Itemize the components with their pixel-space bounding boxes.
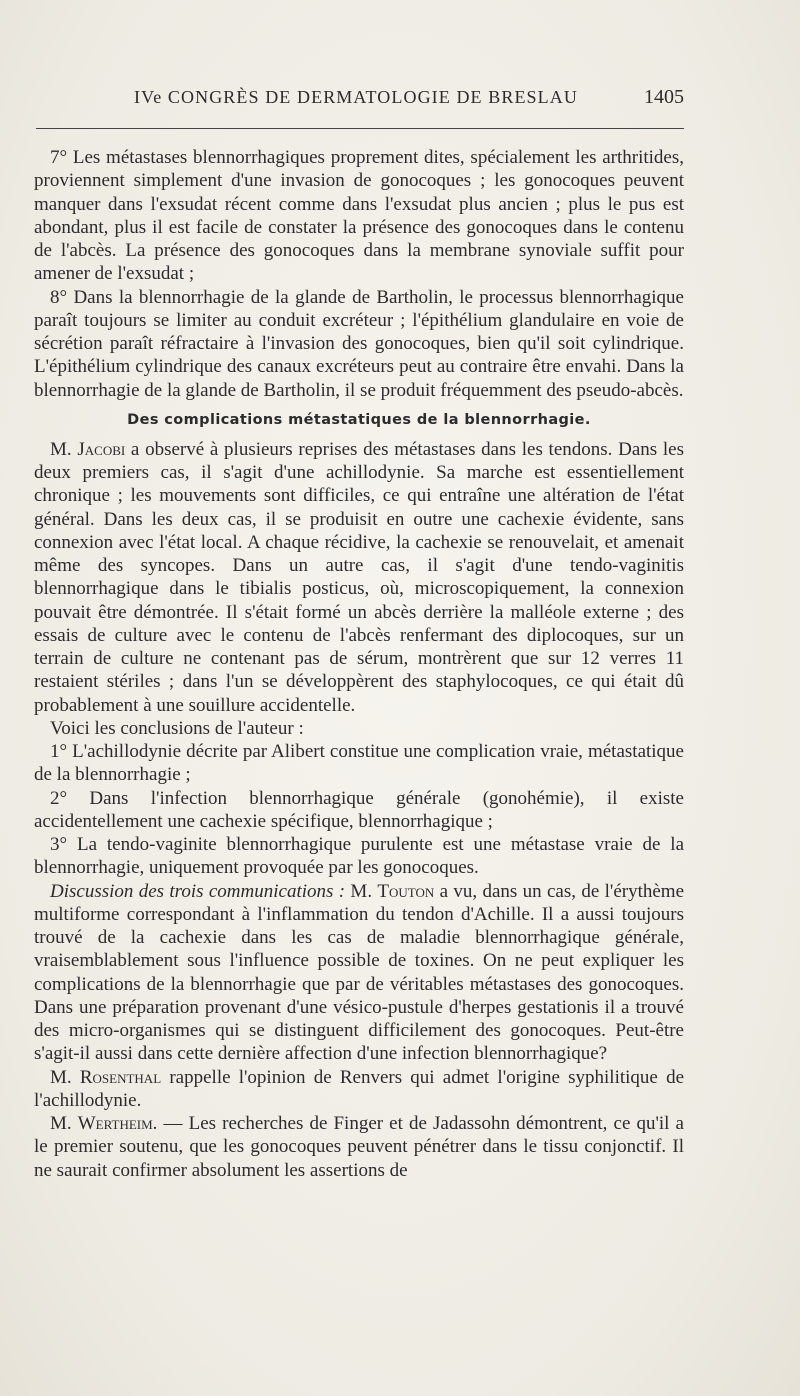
discussion-label: Discussion des trois communications : — [50, 880, 346, 902]
paragraph-conclusion-2: 2° Dans l'infection blennorrhagique générale (gonohémie), il existe accidentellement une cachexie spécifique, blennorrhagique ; — [34, 787, 684, 832]
paragraph-point-8: 8° Dans la blennorrhagie de la glande de Bartholin, le processus blennorrhagique paraît toujours se limiter au conduit excréteur ; l'épithélium glandulaire en voie de sécrétion paraît réfractaire à l'invasion des gonocoques, bien qu'il soit cylindrique. L'épithélium cylindrique des canaux excréteurs peut au contraire être envahi. Dans la blennorrhagie de la glande de Bartholin, il se produit fréquemment des pseudo-abcès. — [34, 286, 684, 401]
author-name-jacobi: Jacobi — [77, 438, 126, 460]
author-name-touton: Touton — [377, 880, 435, 902]
paragraph-text: rappelle l'opinion de Renvers qui admet l'origine syphilitique de l'achillodynie. — [34, 1066, 684, 1111]
page-number: 1405 — [644, 86, 684, 108]
header-rule — [36, 128, 684, 129]
prefix: M. — [50, 1066, 80, 1088]
paragraph-jacobi — [34, 438, 684, 717]
paragraph-text: — Les recherches de Finger et de Jadassohn démontrent, ce qu'il a le premier soutenu, que les gonocoques peuvent pénétrer dans le tissu conjonctif. Il ne saurait confirmer absolument les assertions de — [34, 1113, 684, 1181]
prefix: M. — [50, 438, 78, 460]
paragraph-text: a observé à plusieurs reprises des métastases dans les tendons. Dans les deux premiers cas, il s'agit d'une achillodynie. Sa marche est essentiellement chronique ; les mouvements sont difficiles, ce qui entraîne une altération de l'état général. Dans les deux cas, il se produisit en outre une cachexie évidente, sans connexion avec l'état local. A chaque récidive, la cachexie se renouvelait, et amenait même des syncopes. Dans un autre cas, il s'agit d'une tendo-vaginitis blennorrhagique dans le tibialis posticus, où, microscopiquement, la connexion pouvait être démontrée. Il s'était formé un abcès derrière la malléole externe ; des essais de culture avec le contenu de l'abcès renfermant des diplocoques, sur un terrain de culture ne contenant pas de sérum, montrèrent que sur 12 verres 11 restaient stériles ; dans l'un se développèrent des staphylocoques, ce qui était dû probablement à une souillure accidentelle. — [34, 438, 684, 716]
paragraph-point-7: 7° Les métastases blennorrhagiques proprement dites, spécialement les arthritides, proviennent simplement d'une invasion de gonocoques ; les gonocoques peuvent manquer dans l'exsudat récent comme dans l'exsudat plus ancien ; plus le pus est abondant, plus il est facile de constater la présence des gonocoques dans le contenu de l'abcès. La présence des gonocoques dans la membrane synoviale suffit pour amener de l'exsudat ; — [34, 147, 684, 285]
paragraph-text: a vu, dans un cas, de l'érythème multiforme correspondant à l'inflammation du tendon d'Achille. Il a aussi toujours trouvé de la cachexie dans les cas de maladie blennorrhagique générale, vraisemblablement sous l'influence possible de toxines. On ne peut expliquer les complications de la blennorrhagie que par de véritables métastases des gonocoques. Dans une préparation provenant d'une vésico-pustule d'herpes gestationis il a trouvé des micro-organismes qui se distinguent difficilement des gonocoques. Peut-être s'agit-il aussi dans cette dernière affection d'une infection blennorrhagique? — [34, 880, 685, 1065]
author-name-wertheim: Wertheim. — [77, 1113, 158, 1134]
paragraph-conclusion-1: 1° L'achillodynie décrite par Alibert constitue une complication vraie, métastatique de la blennorrhagie ; — [34, 741, 684, 786]
paragraph-conclusion-3: 3° La tendo-vaginite blennorrhagique purulente est une métastase vraie de la blennorrhagie, uniquement provoquée par les gonocoques. — [34, 834, 684, 879]
running-head — [34, 86, 684, 109]
prefix: M. — [50, 1113, 78, 1134]
prefix: M. — [345, 880, 378, 902]
section-heading: Des complications métastatiques de la blennorrhagie. — [127, 411, 591, 428]
page-body — [34, 146, 684, 1182]
author-name-rosenthal: Rosenthal — [79, 1066, 162, 1088]
paragraph-conclusions-intro: Voici les conclusions de l'auteur : — [50, 717, 304, 739]
paragraph-wertheim — [34, 1112, 684, 1182]
paragraph-rosenthal — [34, 1066, 684, 1113]
running-title: IVe CONGRÈS DE DERMATOLOGIE DE BRESLAU — [134, 87, 578, 107]
paragraph-discussion-touton — [34, 880, 684, 1066]
